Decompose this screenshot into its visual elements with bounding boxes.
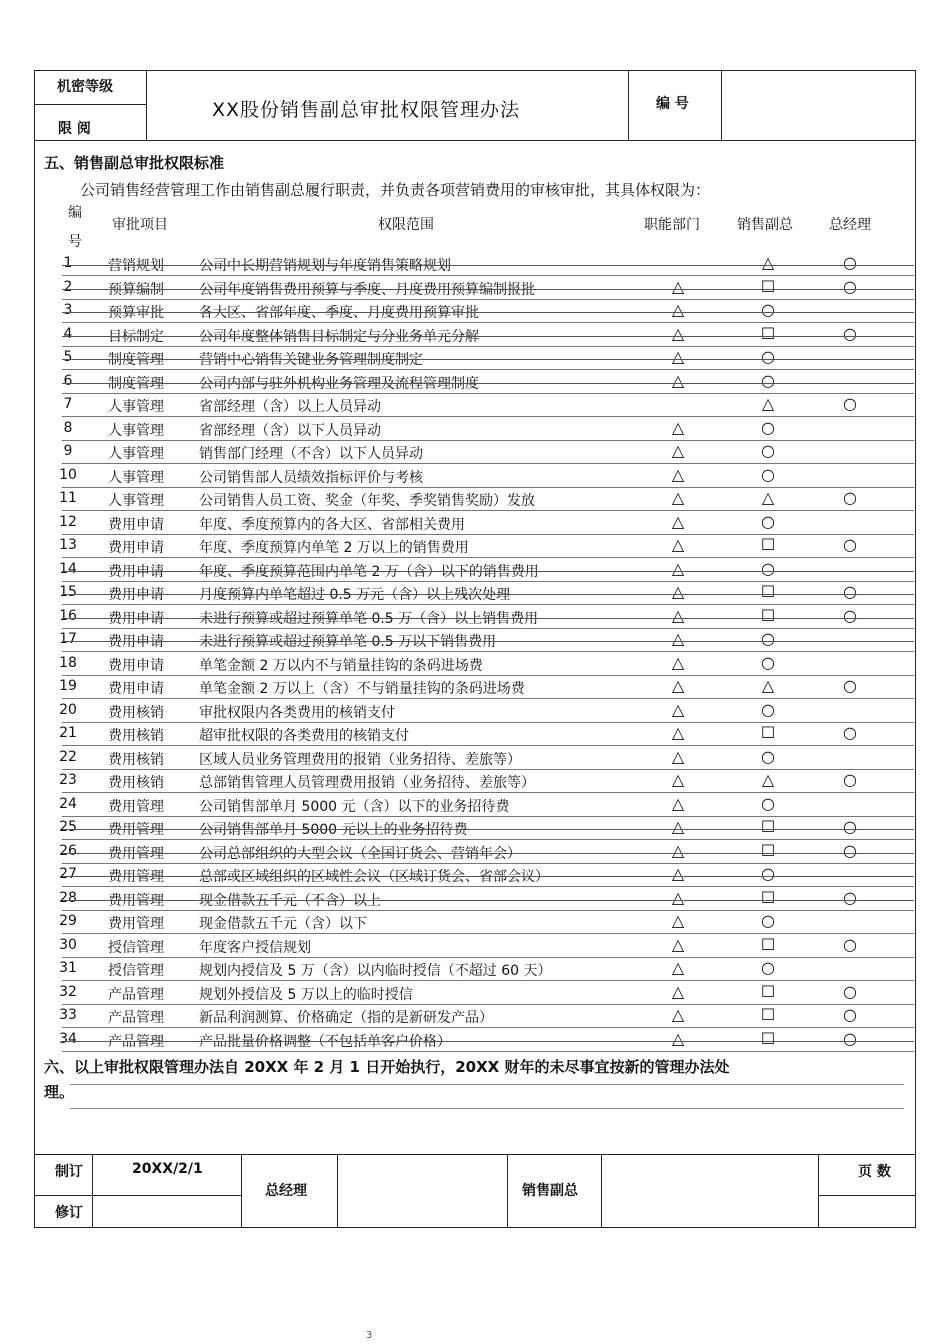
row-item: 制度管理 [108,352,164,368]
row-number: 26 [59,842,77,859]
row-dept-mark: △ [671,981,685,1001]
row-scope: 公司销售部单月 5000 元以上的业务招待费 [199,822,468,838]
row-item: 费用管理 [108,822,164,838]
row-dept-mark: △ [671,464,685,484]
row-vp-mark: ☐ [760,840,776,860]
col-header-gm: 总经理 [829,217,871,233]
table-row [36,653,914,676]
row-item: 费用管理 [108,892,164,909]
row-vp-mark: △ [761,488,775,507]
row-item: 制度管理 [108,375,164,392]
row-scope: 各大区、省部年度、季度、月度费用预算审批 [199,305,479,321]
row-dept-mark: △ [671,840,685,860]
row-gm-mark: ○ [843,605,857,625]
row-scope: 营销中心销售关键业务管理制度制定 [199,352,423,368]
row-dept-mark: △ [671,629,685,648]
row-item: 预算审批 [108,305,164,321]
section6-line1: 六、以上审批权限管理办法自 20XX 年 2 月 1 日开始执行，20XX 财年的未尽事宜按新的管理办法处 [44,1058,730,1076]
row-item: 费用管理 [108,798,164,815]
row-gm-mark: ○ [843,817,857,836]
made-date: 20XX/2/1 [132,1161,203,1177]
row-number: 27 [59,866,77,882]
row-number: 24 [59,795,77,812]
row-number: 34 [59,1030,77,1047]
row-vp-mark: ○ [761,511,775,531]
row-gm-mark: ○ [843,323,857,343]
row-dept-mark: △ [671,347,685,366]
row-item: 授信管理 [108,963,164,979]
footer-divider-2 [241,1154,242,1228]
table-row [36,441,914,464]
table-row [36,277,914,300]
row-item: 费用申请 [108,516,164,533]
row-rule [62,1051,914,1052]
row-vp-mark: ☐ [760,887,776,907]
row-gm-mark: ○ [843,981,857,1001]
table-row [36,300,914,323]
table-row [36,770,914,793]
row-vp-mark: ○ [761,347,775,366]
row-vp-mark: ☐ [760,1005,776,1024]
row-dept-mark: △ [671,488,685,507]
row-dept-mark: △ [671,676,685,695]
row-item: 费用申请 [108,657,164,674]
row-dept-mark: △ [671,535,685,554]
table-row [36,488,914,511]
table-row [36,324,914,347]
row-scope: 总部销售管理人员管理费用报销（业务招待、差旅等） [199,775,535,791]
row-number: 31 [59,960,77,976]
row-item: 费用申请 [108,563,164,580]
row-number: 15 [59,584,77,600]
row-scope: 总部或区域组织的区域性会议（区域订货会、省部会议） [199,869,549,885]
row-dept-mark: △ [671,911,685,930]
row-item: 费用申请 [108,681,164,697]
row-number: 30 [59,936,77,953]
row-gm-mark: ○ [843,582,857,601]
revised-label: 修订 [55,1205,83,1221]
row-gm-mark: ○ [843,770,857,789]
row-strikethrough [62,876,914,877]
row-vp-mark: ○ [761,652,775,672]
row-dept-mark: △ [671,887,685,907]
section6-rule-2 [70,1108,904,1109]
row-vp-mark: ☐ [760,981,776,1001]
row-vp-mark: ○ [761,864,775,883]
row-dept-mark: △ [671,605,685,625]
row-dept-mark: △ [671,300,685,319]
row-scope: 年度、季度预算内的各大区、省部相关费用 [199,516,465,533]
row-dept-mark: △ [671,793,685,813]
table-row [36,958,914,981]
table-row [36,1005,914,1028]
row-number: 18 [59,654,77,671]
row-item: 费用核销 [108,704,164,721]
row-number: 2 [63,278,73,295]
table-row [36,629,914,652]
row-dept-mark: △ [671,582,685,601]
row-number: 3 [63,302,73,318]
row-dept-mark: △ [671,1028,685,1048]
row-item: 授信管理 [108,939,164,956]
row-gm-mark: ○ [843,887,857,907]
footer-divider-6 [818,1154,819,1228]
number-label: 编 号 [656,96,689,112]
row-scope: 公司年度整体销售目标制定与分业务单元分解 [199,328,479,345]
row-item: 人事管理 [108,399,164,415]
col-header-vp: 销售副总 [737,217,793,233]
row-vp-mark: ○ [761,911,775,930]
footer-divider-4 [507,1154,508,1228]
row-item: 费用管理 [108,869,164,885]
row-number: 1 [63,255,73,271]
row-vp-mark: ○ [761,370,775,390]
row-item: 营销规划 [108,258,164,274]
row-number: 33 [59,1007,77,1023]
row-dept-mark: △ [671,370,685,390]
row-vp-mark: ○ [761,629,775,648]
row-item: 产品管理 [108,1033,164,1050]
row-gm-mark: ○ [843,934,857,954]
row-gm-mark: ○ [843,276,857,296]
row-scope: 审批权限内各类费用的核销支付 [199,704,395,721]
row-vp-mark: ☐ [760,535,776,554]
row-vp-mark: ○ [761,441,775,460]
gm-signature-label: 总经理 [265,1183,307,1199]
row-scope: 新品利润测算、价格确定（指的是新研发产品） [199,1010,493,1026]
row-gm-mark: ○ [843,1005,857,1024]
row-scope: 省部经理（含）以上人员异动 [199,399,381,415]
row-gm-mark: ○ [843,1028,857,1048]
row-item: 产品管理 [108,986,164,1003]
row-gm-mark: ○ [843,488,857,507]
row-strikethrough [62,853,914,854]
row-dept-mark: △ [671,746,685,766]
row-dept-mark: △ [671,723,685,742]
row-dept-mark: △ [671,699,685,719]
table-row [36,253,914,276]
row-scope: 规划外授信及 5 万以上的临时授信 [199,986,413,1003]
row-scope: 销售部门经理（不含）以下人员异动 [199,446,423,462]
row-number: 4 [63,325,73,342]
row-strikethrough [62,641,914,642]
row-vp-mark: ☐ [760,276,776,296]
header-left-split [34,104,146,105]
col-header-dept: 职能部门 [644,217,700,233]
row-scope: 超审批权限的各类费用的核销支付 [199,728,409,744]
row-scope: 产品批量价格调整（不包括单客户价格） [199,1033,451,1050]
section6-line2: 理。 [44,1083,75,1101]
row-dept-mark: △ [671,323,685,343]
row-vp-mark: ○ [761,300,775,319]
confidential-label: 机密等级 [57,79,113,95]
row-vp-mark: ☐ [760,582,776,601]
row-number: 7 [63,396,73,412]
row-number: 6 [63,372,73,389]
header-bottom-rule [34,140,916,141]
footer-top-rule [34,1154,916,1155]
row-item: 费用核销 [108,751,164,768]
row-strikethrough [62,900,914,901]
header-divider-3 [721,70,722,140]
table-row [36,911,914,934]
row-dept-mark: △ [671,958,685,977]
row-scope: 公司年度销售费用预算与季度、月度费用预算编制报批 [199,281,535,298]
section5-heading: 五、销售副总审批权限标准 [44,154,225,172]
row-number: 29 [59,913,77,929]
footer-left-split [34,1195,241,1196]
row-item: 费用申请 [108,587,164,603]
table-row [36,888,914,911]
row-number: 8 [63,419,73,436]
row-strikethrough [62,594,914,595]
table-row [36,747,914,770]
row-vp-mark: ○ [761,464,775,484]
col-header-scope: 权限范围 [378,217,434,233]
row-scope: 公司中长期营销规划与年度销售策略规划 [199,258,451,274]
row-scope: 公司销售人员工资、奖金（年奖、季奖销售奖励）发放 [199,493,535,509]
row-item: 预算编制 [108,281,164,298]
row-number: 32 [59,983,77,1000]
row-strikethrough [62,383,914,384]
row-scope: 公司销售部单月 5000 元（含）以下的业务招待费 [199,798,510,815]
row-number: 21 [59,725,77,741]
footer-divider-5 [601,1154,602,1228]
table-row [36,371,914,394]
section6-rule-1 [70,1084,904,1085]
row-item: 人事管理 [108,446,164,462]
row-dept-mark: △ [671,441,685,460]
scope-label: 限 阅 [58,121,91,137]
pages-label: 页 数 [858,1164,891,1180]
row-item: 费用申请 [108,610,164,627]
row-number: 28 [59,889,77,906]
row-dept-mark: △ [671,558,685,578]
table-row [36,606,914,629]
row-vp-mark: ○ [761,699,775,719]
row-number: 23 [59,772,77,788]
row-vp-mark: ☐ [760,1028,776,1048]
row-item: 人事管理 [108,493,164,509]
row-vp-mark: △ [761,394,775,413]
table-row [36,841,914,864]
row-scope: 公司总部组织的大型会议（全国订货会、营销年会） [199,845,521,862]
row-number: 11 [59,490,77,506]
row-number: 10 [59,466,77,483]
page-title: XX股份销售副总审批权限管理办法 [212,99,521,121]
table-row [36,559,914,582]
row-gm-mark: ○ [843,535,857,554]
col-header-no-top: 编 [68,205,82,221]
row-number: 9 [63,443,73,459]
row-number: 25 [59,819,77,835]
table-row [36,394,914,417]
row-scope: 月度预算内单笔超过 0.5 万元（含）以上残次处理 [199,587,511,603]
row-item: 费用申请 [108,634,164,650]
row-scope: 单笔金额 2 万以内不与销量挂钩的条码进场费 [199,657,483,674]
row-strikethrough [62,312,914,313]
footer-right-split [818,1195,916,1196]
row-vp-mark: ☐ [760,605,776,625]
table-row [36,723,914,746]
row-dept-mark: △ [671,1005,685,1024]
section5-intro: 公司销售经营管理工作由销售副总履行职责，并负责各项营销费用的审核审批，其具体权限为： [80,181,711,199]
row-number: 13 [59,537,77,553]
table-row [36,794,914,817]
table-row [36,512,914,535]
row-dept-mark: △ [671,864,685,883]
row-number: 16 [59,607,77,624]
row-gm-mark: ○ [843,253,857,272]
row-scope: 未进行预算或超过预算单笔 0.5 万以下销售费用 [199,634,497,650]
col-header-item: 审批项目 [112,217,168,233]
row-number: 22 [59,748,77,765]
row-strikethrough [62,289,914,290]
made-label: 制订 [55,1164,83,1180]
row-item: 人事管理 [108,422,164,439]
row-item: 目标制定 [108,328,164,345]
table-row [36,347,914,370]
row-item: 费用核销 [108,728,164,744]
row-vp-mark: ○ [761,958,775,977]
table-row [36,582,914,605]
row-item: 费用管理 [108,916,164,932]
row-strikethrough [62,571,914,572]
row-gm-mark: ○ [843,394,857,413]
row-gm-mark: ○ [843,723,857,742]
row-scope: 区域人员业务管理费用的报销（业务招待、差旅等） [199,751,521,768]
row-scope: 年度客户授信规划 [199,939,311,956]
footer-divider-1 [92,1154,93,1228]
row-vp-mark: ○ [761,793,775,813]
row-dept-mark: △ [671,276,685,296]
table-row [36,700,914,723]
row-dept-mark: △ [671,652,685,672]
row-vp-mark: △ [761,770,775,789]
row-vp-mark: ○ [761,417,775,437]
vp-signature-label: 销售副总 [522,1183,578,1199]
table-row [36,1029,914,1052]
row-number: 12 [59,513,77,530]
row-number: 19 [59,678,77,694]
row-vp-mark: ☐ [760,934,776,954]
row-number: 5 [63,349,73,365]
row-number: 20 [59,701,77,718]
table-row [36,817,914,840]
row-scope: 现金借款五千元（不含）以上 [199,892,381,909]
row-vp-mark: △ [761,676,775,695]
row-item: 费用核销 [108,775,164,791]
header-divider-2 [628,70,629,140]
row-dept-mark: △ [671,511,685,531]
row-vp-mark: ☐ [760,723,776,742]
table-row [36,465,914,488]
table-row [36,982,914,1005]
row-strikethrough [62,336,914,337]
row-scope: 规划内授信及 5 万（含）以内临时授信（不超过 60 天） [199,963,552,979]
row-vp-mark: ○ [761,558,775,578]
row-dept-mark: △ [671,934,685,954]
row-scope: 现金借款五千元（含）以下 [199,916,367,932]
row-scope: 公司销售部人员绩效指标评价与考核 [199,469,423,486]
row-strikethrough [62,1041,914,1042]
row-strikethrough [62,359,914,360]
row-item: 产品管理 [108,1010,164,1026]
row-dept-mark: △ [671,817,685,836]
page-number: 3 [366,1330,373,1341]
table-row [36,535,914,558]
table-row [36,418,914,441]
header-divider-1 [146,70,147,140]
row-gm-mark: ○ [843,840,857,860]
row-dept-mark: △ [671,417,685,437]
row-strikethrough [62,618,914,619]
table-row [36,864,914,887]
col-header-no-bottom: 号 [68,234,82,250]
row-scope: 省部经理（含）以下人员异动 [199,422,381,439]
row-dept-mark: △ [671,770,685,789]
row-number: 14 [59,560,77,577]
row-gm-mark: ○ [843,676,857,695]
row-scope: 公司内部与驻外机构业务管理及流程管理制度 [199,375,479,392]
row-vp-mark: ☐ [760,817,776,836]
row-number: 17 [59,631,77,647]
row-scope: 年度、季度预算范围内单笔 2 万（含）以下的销售费用 [199,563,539,580]
table-row [36,935,914,958]
row-item: 费用申请 [108,540,164,556]
table-row [36,676,914,699]
row-item: 人事管理 [108,469,164,486]
row-item: 费用管理 [108,845,164,862]
row-vp-mark: △ [761,253,775,272]
footer-divider-3 [337,1154,338,1228]
row-strikethrough [62,265,914,266]
row-strikethrough [62,829,914,830]
row-vp-mark: ○ [761,746,775,766]
row-scope: 未进行预算或超过预算单笔 0.5 万（含）以上销售费用 [199,610,539,627]
row-vp-mark: ☐ [760,323,776,343]
row-scope: 单笔金额 2 万以上（含）不与销量挂钩的条码进场费 [199,681,525,697]
row-scope: 年度、季度预算内单笔 2 万以上的销售费用 [199,540,469,556]
